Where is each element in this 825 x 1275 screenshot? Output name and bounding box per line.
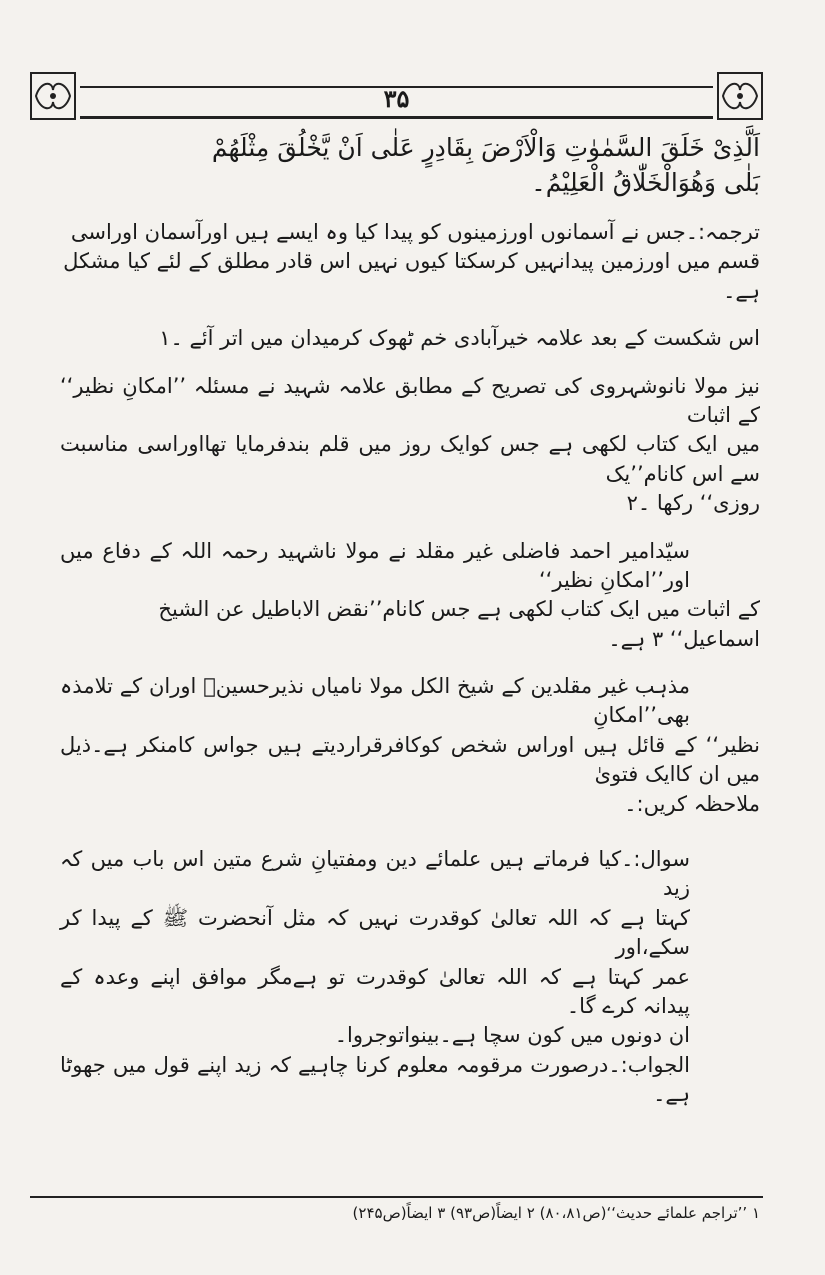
floral-ornament-icon [717,72,763,120]
paragraph: اس شکست کے بعد علامہ خیرآبادی خم ٹھوک کرمیدان میں اتر آئے ۔۱ [159,326,760,351]
fatwa-block [60,845,760,1110]
page-header [30,72,763,124]
paragraph-line: اسماعیل‘‘ ۳ ہے۔ [608,626,760,651]
translation-line: ہے۔ [723,278,760,303]
paragraph-line: نیز مولا نانوشہروی کی تصریح کے مطابق علامہ شہید نے مسئلہ ’’امکانِ نظیر‘‘ کے اثبات [60,373,760,427]
fatwa-question-line: کہتا ہے کہ اللہ تعالیٰ کوقدرت نہیں کہ مثل آنحضرت ﷺ کے پیدا کر سکے،اور [60,905,690,960]
fatwa-answer-line: الجواب:۔درصورت مرقومہ معلوم کرنا چاہیے کہ زید اپنے قول میں جھوٹا ہے۔ [60,1052,690,1107]
paragraph-line: سیّدامیر احمد فاضلی غیر مقلد نے مولا ناشہید رحمہ اللہ کے دفاع میں اور’’امکانِ نظیر‘‘ [60,538,690,592]
fatwa-question-line: سوال:۔کیا فرماتے ہیں علمائے دین ومفتیانِ شرع متین اس باب میں کہ زید [60,847,690,901]
footnote: ۱ ’’تراجم علمائے حدیث‘‘(ص۸۰،۸۱) ۲ ایضاً(ص۹۳) ۳ ایضاً(ص۲۴۵) [352,1204,760,1222]
header-rule-bottom [80,116,713,119]
translation-line: ترجمہ:۔جس نے آسمانوں اورزمینوں کو پیدا کیا وہ ایسے ہیں اورآسمان اوراسی [70,220,760,244]
paragraph-line: میں ایک کتاب لکھی ہے جس کوایک روز میں قلم بندفرمایا تھااوراسی مناسبت سے اس کانام’’یک [60,432,760,486]
paragraph-line: نظیر‘‘ کے قائل ہیں اوراس شخص کوکافرقراردیتے ہیں جواس کامنکر ہے۔ذیل میں ان کاایک فتویٰ [60,732,760,787]
fatwa-question-line: ان دونوں میں کون سچا ہے۔بینواتوجروا۔ [334,1023,690,1048]
paragraph-line: ملاحظہ کریں:۔ [624,791,760,816]
page-number: ۳۵ [383,84,410,113]
translation-line: قسم میں اورزمین پیدانہیں کرسکتا کیوں نہیں اس قادر مطلق کے لئے کیا مشکل [63,249,760,274]
paragraph-line: مذہب غیر مقلدین کے شیخ الکل مولا نامیاں نذیرحسینؒ اوران کے تلامذہ بھی’’امکانِ [60,674,690,728]
quran-verse-line: بَلٰی وَهُوَالْخَلّٰاقُ الْعَلِیْمُ۔ [531,168,760,197]
page-body [60,130,760,1110]
paragraph-line: کے اثبات میں ایک کتاب لکھی ہے جس کانام’’نقض الاباطیل عن الشیخ [158,597,760,622]
footnote-divider [30,1196,763,1198]
fatwa-question-line: عمر کہتا ہے کہ اللہ تعالیٰ کوقدرت تو ہےمگر موافق اپنے وعدہ کے پیدانہ کرے گا۔ [60,964,690,1018]
quran-verse-line: اَلَّذِیْ خَلَقَ السَّمٰوٰتِ وَالْاَرْضَ بِقَادِرٍ عَلٰی اَنْ یَّخْلُقَ مِثْلَهُمْ [211,133,760,162]
paragraph-line: روزی‘‘ رکھا ۔۲ [626,491,760,516]
